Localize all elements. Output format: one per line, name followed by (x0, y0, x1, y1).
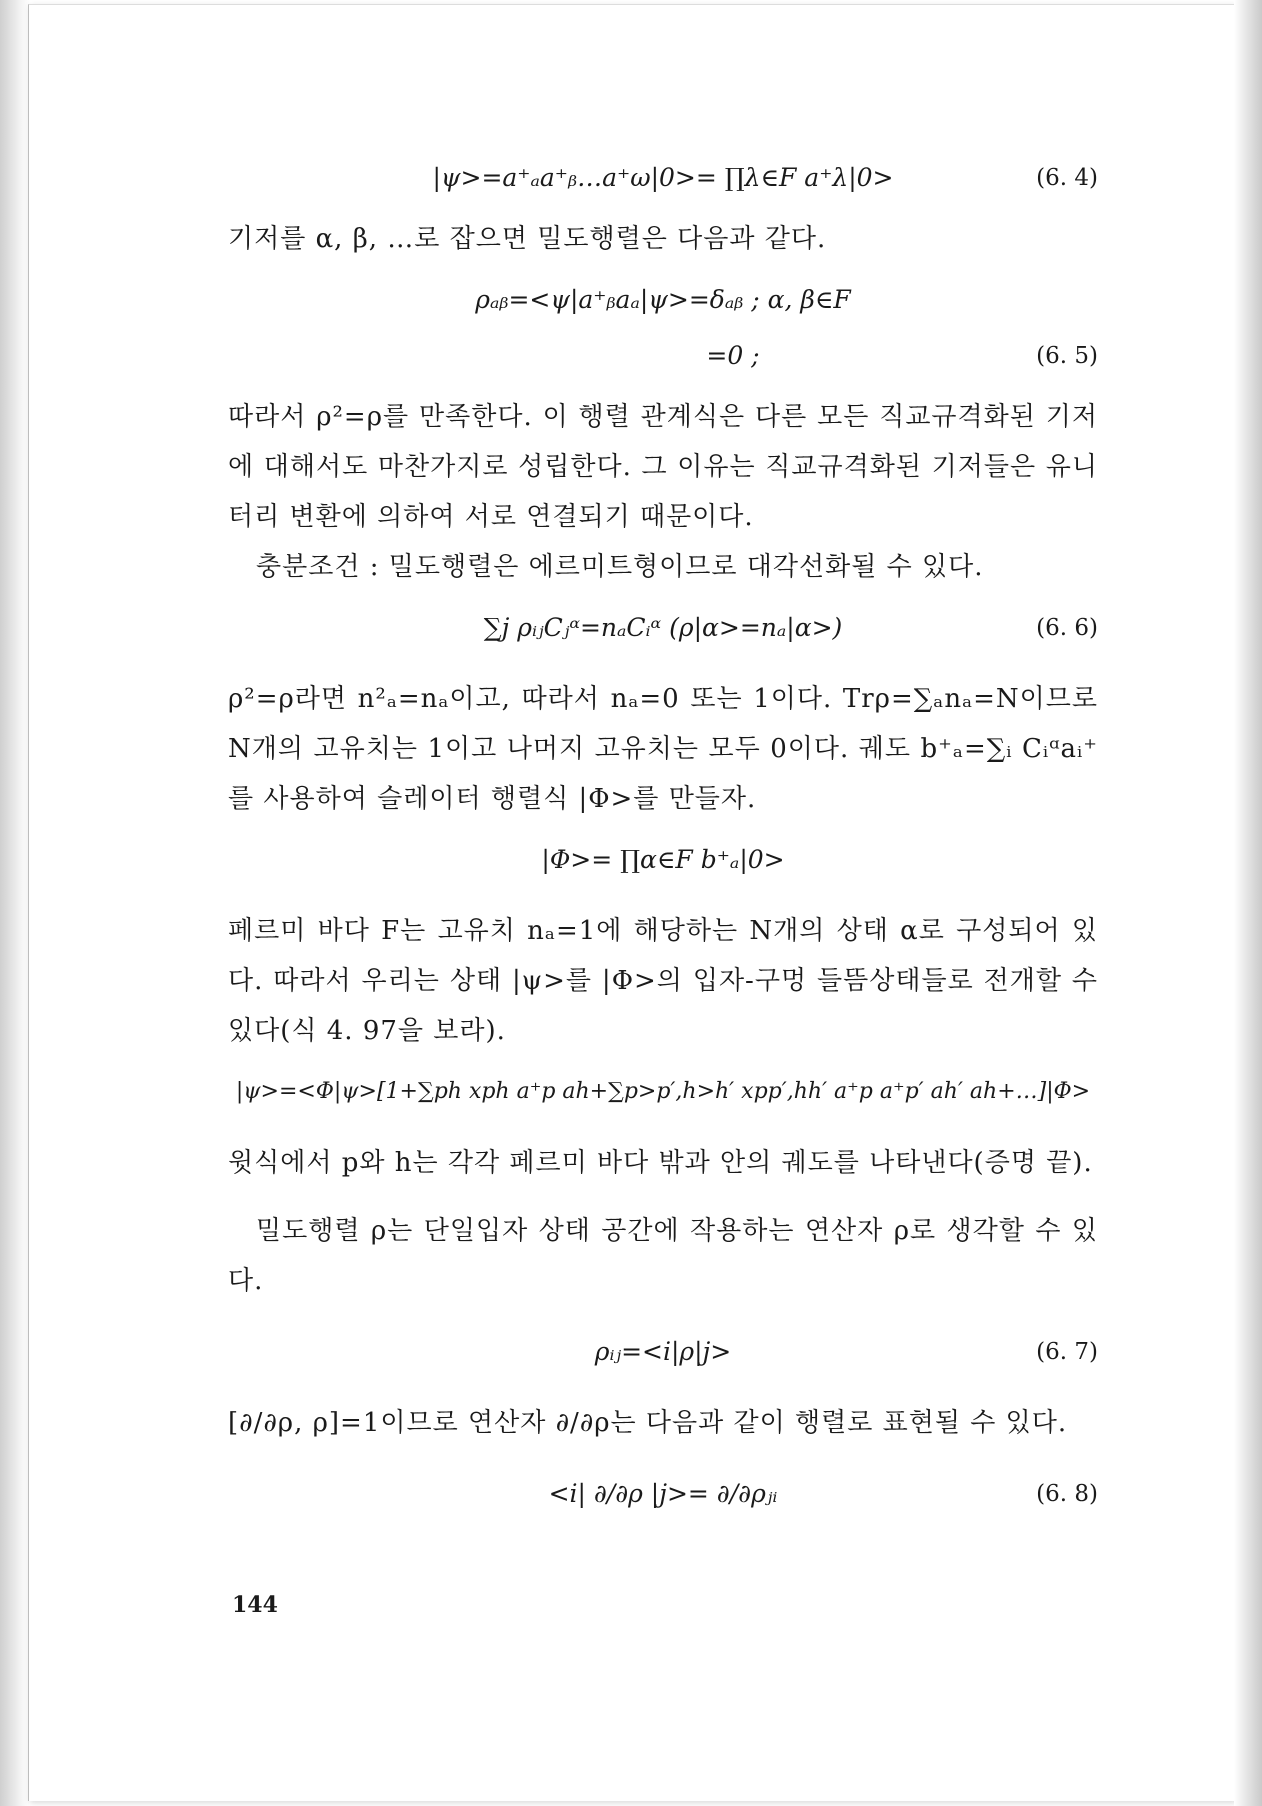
equation-6-6-expr: ∑j ρᵢⱼCⱼᵅ=nₐCᵢᵅ (ρ|α>=nₐ|α>) (483, 613, 843, 642)
equation-6-8 (228, 1466, 1098, 1522)
equation-6-5b (228, 328, 1098, 384)
equation-6-5a (228, 272, 1098, 328)
equation-slater-expr: |Φ>= ∏α∈F b⁺ₐ|0> (541, 845, 785, 874)
paragraph-eigenvalues: ρ²=ρ라면 n²ₐ=nₐ이고, 따라서 nₐ=0 또는 1이다. Trρ=∑ₐnₐ=N이므로 N개의 고유치는 1이고 나머지 고유치는 모두 0이다. 궤도 b⁺ₐ=∑ᵢ Cᵢᵅaᵢ⁺를 사용하여 슬레이터 행렬식 |Φ>를 만들자. (228, 684, 1098, 814)
paragraph-orbitals: 윗식에서 p와 h는 각각 페르미 바다 밖과 안의 궤도를 나타낸다(증명 끝). (228, 1148, 1093, 1178)
paragraph-derivative-operator: [∂/∂ρ, ρ]=1이므로 연산자 ∂/∂ρ는 다음과 같이 행렬로 표현될 수 있다. (228, 1408, 1068, 1438)
page-content (228, 150, 1098, 1522)
equation-6-8-number: (6. 8) (1036, 1481, 1098, 1507)
equation-6-5b-expr: =0 ; (706, 341, 760, 370)
paragraph-fermi-sea: 페르미 바다 F는 고유치 nₐ=1에 해당하는 N개의 상태 α로 구성되어 있다. 따라서 우리는 상태 |ψ>를 |Φ>의 입자-구멍 들뜸상태들로 전개할 수 있다(식 4. 97을 보라). (228, 916, 1098, 1046)
equation-6-5a-expr: ρₐᵦ=<ψ|a⁺ᵦaₐ|ψ>=δₐᵦ ; α, β∈F (475, 285, 851, 314)
page-edge-right (1234, 0, 1262, 1806)
equation-6-7 (228, 1324, 1098, 1380)
equation-6-6 (228, 600, 1098, 656)
paragraph-idempotent: 따라서 ρ²=ρ를 만족한다. 이 행렬 관계식은 다른 모든 직교규격화된 기저에 대해서도 마찬가지로 성립한다. 그 이유는 직교규격화된 기저들은 유니터리 변환에 의하여 서로 연결되기 때문이다. (228, 402, 1098, 532)
equation-slater (228, 832, 1098, 888)
paragraph-sufficient-condition: 충분조건 : 밀도행렬은 에르미트형이므로 대각선화될 수 있다. (256, 552, 984, 582)
equation-6-4 (228, 150, 1098, 206)
page-edge-left (0, 0, 30, 1806)
equation-6-5-number: (6. 5) (1036, 343, 1098, 369)
equation-expansion (228, 1064, 1098, 1120)
equation-6-7-number: (6. 7) (1036, 1339, 1098, 1365)
paragraph-operator: 밀도행렬 ρ는 단일입자 상태 공간에 작용하는 연산자 ρ로 생각할 수 있다. (228, 1216, 1098, 1296)
equation-6-4-number: (6. 4) (1036, 165, 1098, 191)
page-number: 144 (232, 1592, 278, 1618)
equation-6-8-expr: <i| ∂/∂ρ |j>= ∂/∂ρⱼᵢ (548, 1479, 778, 1508)
equation-6-4-expr: |ψ>=a⁺ₐa⁺ᵦ…a⁺ω|0>= ∏λ∈F a⁺λ|0> (432, 163, 894, 192)
equation-expansion-expr: |ψ>=<Φ|ψ>[1+∑ph xph a⁺p ah+∑p>p′,h>h′ xpp′,hh′ a⁺p a⁺p′ ah′ ah+…]|Φ> (235, 1079, 1091, 1104)
equation-6-7-expr: ρᵢⱼ=<i|ρ|j> (594, 1337, 732, 1366)
paragraph-basis: 기저를 α, β, …로 잡으면 밀도행렬은 다음과 같다. (228, 224, 827, 254)
equation-6-6-number: (6. 6) (1036, 615, 1098, 641)
